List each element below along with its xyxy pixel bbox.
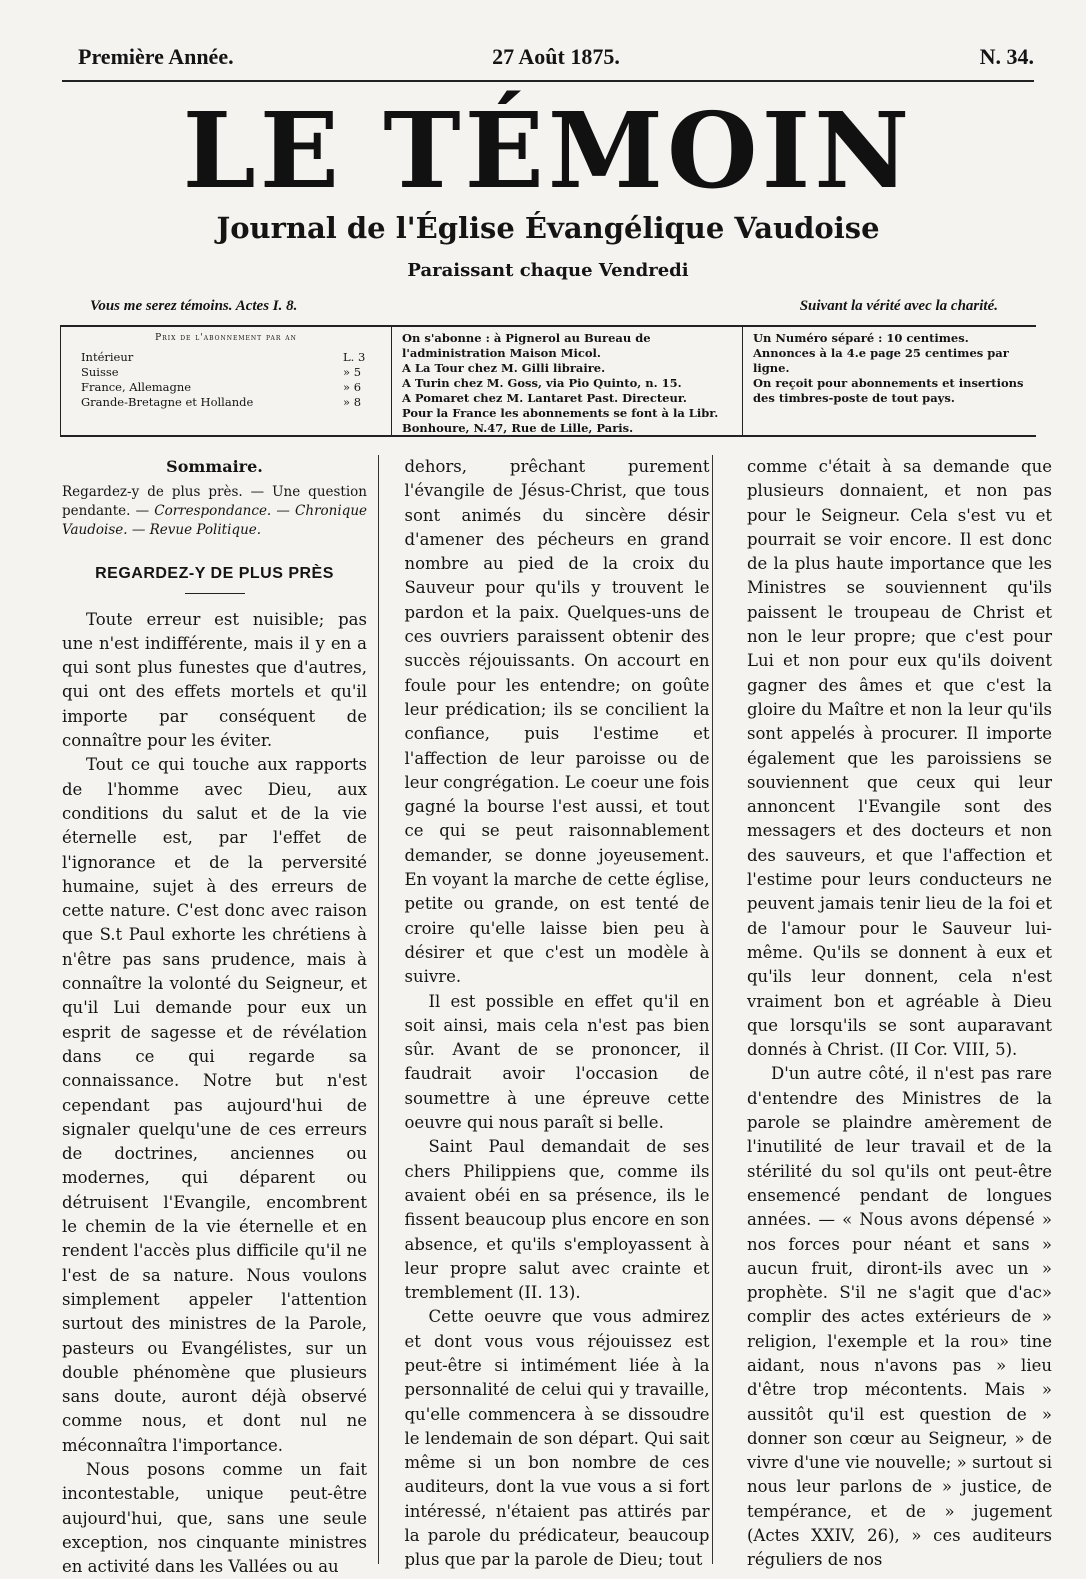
price-heading: Prix de l'abonnement par an: [155, 333, 297, 343]
price-row: [71, 350, 381, 365]
price-row: [71, 395, 381, 410]
paragraph: Il est possible en effet qu'il en soit ainsi, mais cela n'est pas bien sûr. Avant de se prononcer, il faudrait avoir l'occasion de soumettre à une épreuve cette oeuvre qui nous paraît si belle.: [404, 991, 710, 1133]
subscription-note: Un Numéro séparé : 10 centimes.: [753, 331, 969, 345]
top-rule: [62, 80, 1034, 82]
paragraph: dehors, prêchant purement l'évangile de Jésus-Christ, que tous sont animés du sincère désir d'amener des pécheurs en grand nombre au pied de la croix du Sauveur pour qu'ils y trouvent le pardon et la paix. Quelques-uns de ces ouvriers paraissent obtenir des succès réjouissants. On accourt en foule pour les entendre; on goûte leur prédication; ils se concilient la confiance, puis l'estime et l'affection de leur paroisse ou de leur congrégation. Le coeur une fois gagné la bourse l'est aussi, et tout ce qui se peut raisonnablement demander, se donne joyeusement. En voyant la marche de cette église, petite ou grande, on est tenté de croire qu'elle laisse bien peu à désirer et que c'est un modèle à suivre.: [404, 457, 710, 987]
price-place: Intérieur: [81, 350, 134, 364]
subscription-box: [60, 325, 1036, 437]
price-row: [71, 365, 381, 380]
paragraph: Toute erreur est nuisible; pas une n'est indifférente, mais il y en a qui sont plus funestes que d'autres, qui ont des effets mortels et qu'il importe par conséquent de connaître pour les éviter.: [62, 609, 367, 751]
price-place: Suisse: [81, 365, 119, 379]
price-value: » 6: [343, 380, 362, 394]
paragraph: Nous posons comme un fait incontestable, unique peut-être aujourd'hui, que, sans une seule exception, nos cinquante ministres en activité dans les Vallées ou au: [62, 1459, 367, 1577]
paragraph: D'un autre côté, il n'est pas rare d'entendre des Ministres de la parole se plaindre amèrement de l'inutilité de leur travail et de la stérilité du sol qu'ils ont peut-être ensemencé pendant de longues années. — « Nous avons dépensé » nos forces pour néant et sans » aucun fruit, diront-ils avec un » prophète. S'il ne s'agit que d'ac» complir des actes extérieurs de » religion, l'exemple et la rou» tine aidant, nous n'avons pas » lieu d'être trop mécontents. Mais » aussitôt qu'il est question de » donner son cœur au Seigneur, » de vivre d'une vie nouvelle; » surtout si nous leur parlons de » justice, de tempérance, et de » jugement (Actes XXIV, 26), » ces auditeurs réguliers de nos: [747, 1064, 1052, 1570]
price-place: Grande-Bretagne et Hollande: [81, 395, 254, 409]
column-3: [747, 455, 1052, 1570]
subscription-note: On reçoit pour abonnements et insertions des timbres-poste de tout pays.: [753, 376, 1024, 405]
column-2: [404, 455, 710, 1570]
issue-number: N. 34.: [979, 44, 1034, 69]
subscription-place-line: A La Tour chez M. Gilli libraire.: [402, 361, 606, 375]
sommaire-text-part: Regardez-y de plus près. — Une question pendante. —: [62, 484, 367, 520]
paragraph: Tout ce qui touche aux rapports de l'homme avec Dieu, aux conditions du salut et de la vie éternelle est, par l'effet de l'ignorance et de la perversité humaine, sujet à des erreurs de cette nature. C'est donc avec raison que S.t Paul exhorte les chrétiens à n'être pas sans prudence, mais à connaître la volonté du Seigneur, et qu'il Lui demande pour eux un esprit de sagesse et de révélation dans ce qui regarde sa connaissance. Notre but n'est cependant pas aujourd'hui de signaler quelqu'une de ces erreurs de doctrines, anciennes ou modernes, qui déparent ou détruisent l'Evangile, encombrent le chemin de la vie éternelle et en rendent l'accès plus difficile qu'il ne l'est de sa nature. Nous voulons simplement appeler l'attention surtout des ministres de la Parole, pasteurs ou Evangélistes, sur un double phénomène que plusieurs sans doute, auront déjà observé comme nous, et dont nul ne méconnaîtra l'importance.: [62, 755, 367, 1455]
sommaire-text-part: Correspondance. — Chronique Vaudoise. — Revue Politique.: [62, 503, 367, 539]
publication-frequency: Paraissant chaque Vendredi: [407, 260, 689, 281]
article-columns: [62, 455, 1052, 1577]
issue-date: 27 Août 1875.: [492, 44, 620, 69]
price-table: [60, 327, 392, 435]
newspaper-subtitle: Journal de l'Église Évangélique Vaudoise: [216, 211, 880, 245]
paragraph: comme c'était à sa demande que plusieurs donnaient, et non pas pour le Seigneur. Cela s'est vu et pourrait se voir encore. Il est donc de la plus haute importance que les Ministres se souviennent qu'ils paissent le troupeau de Christ et non le leur propre; que c'est pour Lui et non pour eux qu'ils doivent gagner des âmes et que c'est la gloire du Maître et non la leur qu'ils sont appelés à procurer. Il importe également que les paroissiens se souviennent que ceux qui leur annoncent l'Evangile sont des messagers et des docteurs et non des sauveurs, et que l'affection et l'estime pour leurs conducteurs ne peuvent jamais tenir lieu de la foi et de l'amour pour le Sauveur lui-même. Qu'ils se donnent à eux et qu'ils leur donnent, cela n'est vraiment bon et agréable à Dieu que lorsqu'ils se sont auparavant donnés à Christ. (II Cor. VIII, 5).: [747, 457, 1052, 1060]
issue-year: Première Année.: [78, 44, 234, 69]
subscription-place-line: A Pomaret chez M. Lantaret Past. Directeur.: [402, 391, 687, 405]
article-title: REGARDEZ-Y DE PLUS PRÈS: [95, 565, 334, 583]
sommaire-title: Sommaire.: [166, 457, 263, 476]
subscription-place-line: Pour la France les abonnements se font à la Libr. Bonhoure, N.47, Rue de Lille, Paris.: [402, 406, 719, 435]
title-rule: [185, 593, 245, 594]
subscription-notes: [743, 327, 1036, 435]
motto-right: Suivant la vérité avec la charité.: [799, 298, 998, 314]
subscription-places: [392, 327, 743, 435]
price-place: France, Allemagne: [81, 380, 192, 394]
paragraph: Saint Paul demandait de ses chers Philippiens que, comme ils avaient obéi en sa présence, ils le fissent beaucoup plus encore en son absence, et qu'ils s'employassent à leur propre salut avec crainte et tremblement (II. 13).: [404, 1137, 710, 1303]
sommaire-text: [62, 483, 367, 540]
motto-left: Vous me serez témoins. Actes I. 8.: [90, 298, 298, 314]
subscription-place-line: On s'abonne : à Pignerol au Bureau de l'administration Maison Micol.: [402, 331, 651, 360]
price-value: L. 3: [343, 350, 366, 364]
column-1: [62, 455, 367, 1577]
newspaper-title: LE TÉMOIN: [182, 89, 914, 212]
issue-line: [78, 44, 1034, 74]
subscription-place-line: A Turin chez M. Goss, via Pio Quinto, n. 15.: [402, 376, 682, 390]
price-value: » 8: [343, 395, 362, 409]
price-value: » 5: [343, 365, 362, 379]
subscription-note: Annonces à la 4.e page 25 centimes par ligne.: [753, 346, 1009, 375]
paragraph: Cette oeuvre que vous admirez et dont vous vous réjouissez est peut-être si intimément liée à la personnalité de celui qui y travaille, qu'elle commencera à se dissoudre le lendemain de son départ. Qui sait même si un bon nombre de ces auditeurs, dont la vue vous a si fort intéressé, n'étaient pas attirés par la parole du prédicateur, beaucoup plus que par la parole de Dieu; tout: [404, 1307, 710, 1570]
price-row: [71, 380, 381, 395]
